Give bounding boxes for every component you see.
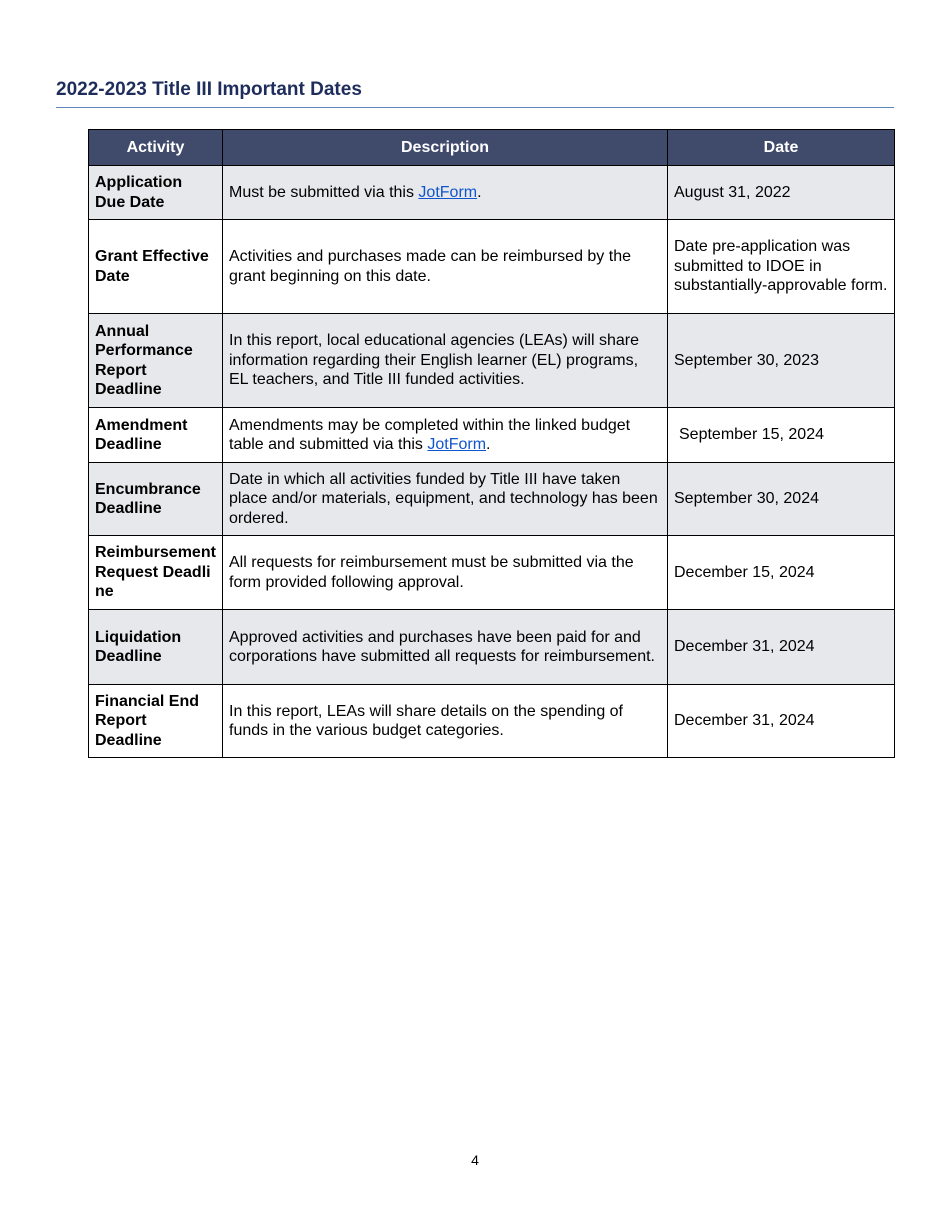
activity-cell: Application Due Date [89,166,223,220]
table-row [89,314,895,408]
description-cell [223,166,668,220]
description-cell: Date in which all activities funded by Title III have taken place and/or materials, equipment, and technology has been ordered. [223,463,668,536]
activity-cell: Encumbrance Deadline [89,463,223,536]
date-cell: Date pre-application was submitted to IDOE in substantially-approvable form. [668,220,895,314]
header-activity: Activity [89,130,223,166]
description-cell [223,408,668,463]
description-cell: Activities and purchases made can be reimbursed by the grant beginning on this date. [223,220,668,314]
page-number: 4 [471,1152,479,1168]
description-text: Must be submitted via this [229,183,419,201]
table-row [89,166,895,220]
date-cell: December 31, 2024 [668,610,895,685]
description-text: Amendments may be completed within the linked budget table and submitted via this [229,416,631,453]
important-dates-table [88,129,895,758]
jotform-link[interactable]: JotForm [418,183,478,201]
activity-cell: Annual Performance Report Deadline [89,314,223,408]
description-cell: In this report, LEAs will share details on the spending of funds in the various budget categories. [223,685,668,758]
date-cell [668,408,895,463]
activity-cell: Grant Effective Date [89,220,223,314]
description-text-end: . [486,436,491,453]
table-row [89,408,895,463]
table-header-row [89,130,895,166]
table-row [89,220,895,314]
description-cell: In this report, local educational agencies (LEAs) will share information regarding their English learner (EL) programs, EL teachers, and Title III funded activities. [223,314,668,408]
date-cell: December 15, 2024 [668,536,895,610]
header-description: Description [223,130,668,166]
date-text: September 15, 2024 [679,426,824,444]
description-text-end: . [477,183,482,201]
activity-cell: Amendment Deadline [89,408,223,463]
table-row [89,610,895,685]
activity-cell: Reimbursement Request Deadline [89,536,223,610]
activity-cell: Liquidation Deadline [89,610,223,685]
header-date: Date [668,130,895,166]
table-row [89,685,895,758]
jotform-link[interactable]: JotForm [427,436,487,453]
description-cell: Approved activities and purchases have been paid for and corporations have submitted all requests for reimbursement. [223,610,668,685]
page-heading: 2022-2023 Title III Important Dates [56,78,894,108]
date-cell: August 31, 2022 [668,166,895,220]
description-cell: All requests for reimbursement must be submitted via the form provided following approval. [223,536,668,610]
date-cell: September 30, 2024 [668,463,895,536]
table-row [89,536,895,610]
date-cell: September 30, 2023 [668,314,895,408]
table-row [89,463,895,536]
activity-cell: Financial End Report Deadline [89,685,223,758]
date-cell: December 31, 2024 [668,685,895,758]
